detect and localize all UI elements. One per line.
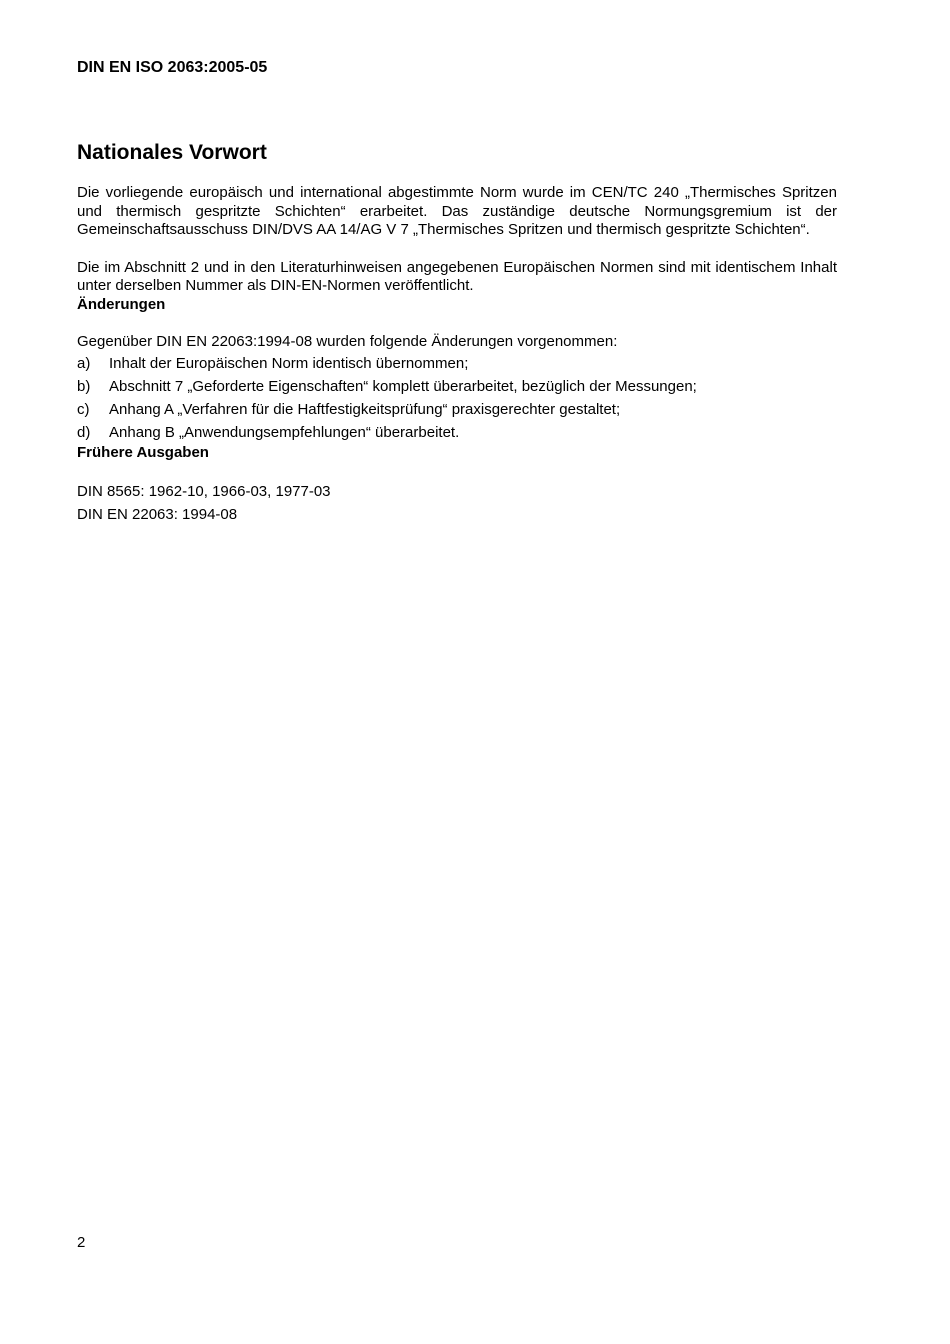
previous-edition-line: DIN EN 22063: 1994-08: [77, 506, 238, 523]
document-page: [77, 0, 837, 1344]
changes-list: [77, 352, 837, 444]
list-item: [77, 375, 837, 398]
list-item: [77, 398, 837, 421]
list-marker: c): [77, 400, 90, 418]
list-item-text: Abschnitt 7 „Geforderte Eigenschaften“ komplett überarbeitet, bezüglich der Messungen;: [109, 377, 697, 395]
previous-editions-list: [77, 480, 837, 526]
list-item-text: Anhang A „Verfahren für die Haftfestigkeitsprüfung“ praxisgerechter gestaltet;: [109, 400, 621, 418]
document-body: [77, 184, 837, 526]
previous-editions-heading: Frühere Ausgaben: [77, 443, 209, 461]
list-item: [77, 421, 837, 444]
document-id: DIN EN ISO 2063:2005-05: [77, 59, 268, 76]
list-item-text: Anhang B „Anwendungsempfehlungen“ überarbeitet.: [109, 423, 460, 441]
page-title: Nationales Vorwort: [77, 141, 267, 164]
list-marker: a): [77, 354, 91, 372]
list-marker: d): [77, 423, 91, 441]
list-marker: b): [77, 377, 91, 395]
changes-intro: Gegenüber DIN EN 22063:1994-08 wurden folgende Änderungen vorgenommen:: [77, 333, 618, 350]
list-item-text: Inhalt der Europäischen Norm identisch übernommen;: [109, 354, 469, 372]
paragraph-references: Die im Abschnitt 2 und in den Literaturhinweisen angegebenen Europäischen Normen sind mit identischem Inhalt unter derselben Nummer als DIN-EN-Normen veröffentlicht.: [77, 258, 837, 294]
changes-heading: Änderungen: [77, 295, 166, 313]
page-number: 2: [77, 1234, 86, 1251]
paragraph-committee: Die vorliegende europäisch und international abgestimmte Norm wurde im CEN/TC 240 „Thermisches Spritzen und thermisch gespritzte Schichten“ erarbeitet. Das zuständige deutsche Normungsgremium ist der Gemeinschaftsausschuss DIN/DVS AA 14/AG V 7 „Thermisches Spritzen und thermisch gespritzte Schichten“.: [77, 184, 837, 238]
list-item: [77, 352, 837, 375]
previous-edition-line: DIN 8565: 1962-10, 1966-03, 1977-03: [77, 483, 331, 500]
